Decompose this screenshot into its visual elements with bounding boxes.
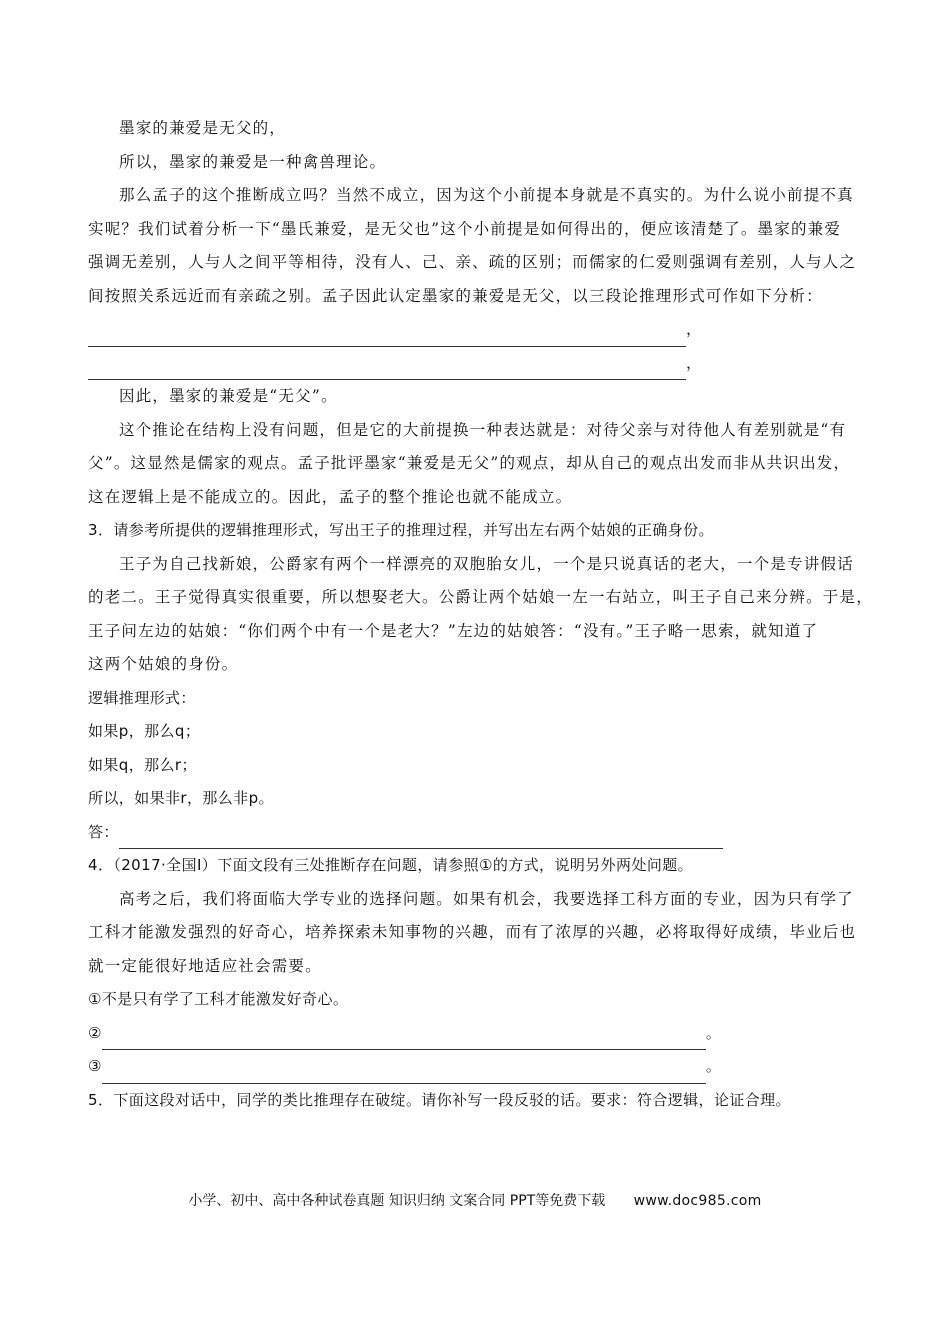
paragraph-line: 的老二。王子觉得真实很重要，所以想娶老大。公爵让两个姑娘一左一右站立，叫王子自己来分辨。于是， [88, 588, 873, 606]
blank-end-punct: ， [686, 353, 703, 372]
paragraph-line: 就一定能很好地适应社会需要。 [88, 956, 322, 975]
footer-text: 小学、初中、高中各种试卷真题 知识归纳 文案合同 PPT等免费下载 [188, 1193, 606, 1209]
question-4-example: ①不是只有学了工科才能激发好奇心。 [88, 990, 349, 1008]
blank-end-punct: 。 [705, 1023, 722, 1042]
answer-blank-row [88, 313, 878, 347]
syllogism-conclusion: 所以，墨家的兼爱是一种禽兽理论。 [119, 152, 387, 171]
logic-form-line: 所以，如果非r，那么非p。 [88, 789, 274, 807]
analysis-conclusion: 因此，墨家的兼爱是“无父”。 [119, 387, 338, 405]
question-3-story [88, 548, 878, 682]
critique-paragraph [88, 414, 878, 515]
question-5-prompt: 5．下面这段对话中，同学的类比推理存在破绽。请你补写一段反驳的话。要求：符合逻辑，论证合理。 [88, 1090, 791, 1109]
question-4-prompt: 4．（2017·全国Ⅰ）下面文段有三处推断存在问题，请参照①的方式，说明另外两处问题。 [88, 856, 694, 874]
logic-form-line: 如果q，那么r； [88, 755, 197, 774]
minor-premise: 墨家的兼爱是无父的， [119, 119, 287, 137]
paragraph-line: 间按照关系远近而有亲疏之别。孟子因此认定墨家的兼爱是无父，以三段论推理形式可作如下分析： [88, 286, 823, 305]
paragraph-line: 这在逻辑上是不能成立的。因此，孟子的整个推论也就不能成立。 [88, 487, 573, 506]
paragraph-line: 高考之后，我们将面临大学专业的选择问题。如果有机会，我要选择工科方面的专业，因为只有学了 [119, 889, 854, 908]
logic-form-label: 逻辑推理形式： [88, 688, 196, 707]
paragraph-line: 王子为自己找新娘，公爵家有两个一样漂亮的双胞胎女儿，一个是只说真话的老大，一个是专讲假话 [119, 554, 854, 573]
paragraph-line: 王子问左边的姑娘：“你们两个中有一个是老大？”左边的姑娘答：“没有。”王子略一思索，就知道了 [88, 621, 819, 640]
question-3-answer-row [88, 816, 878, 850]
blank-end-punct: 。 [705, 1057, 722, 1075]
question-3-prompt: 3．请参考所提供的逻辑推理形式，写出王子的推理过程，并写出左右两个姑娘的正确身份。 [88, 521, 714, 539]
paragraph-line: 实呢？我们试着分析一下“墨氏兼爱，是无父也”这个小前提是如何得出的，便应该清楚了。墨家的兼爱 [88, 219, 842, 238]
answer-blank[interactable] [88, 359, 686, 380]
analysis-paragraph [88, 179, 878, 313]
paragraph-line: 这两个姑娘的身份。 [88, 655, 239, 673]
answer-blank[interactable] [102, 1063, 706, 1084]
page-footer [0, 1190, 950, 1210]
question-4-item-3 [88, 1050, 878, 1084]
paragraph-line: 这个推论在结构上没有问题，但是它的大前提换一种表达就是：对待父亲与对待他人有差别就是“有 [119, 420, 847, 439]
answer-blank[interactable] [119, 828, 723, 849]
item-label: ② [88, 1023, 102, 1042]
paragraph-line: 父”。这显然是儒家的观点。孟子批评墨家“兼爱是无父”的观点，却从自己的观点出发而非从共识出发， [88, 454, 851, 472]
footer-url[interactable]: www.doc985.com [633, 1193, 762, 1209]
paragraph-line: 那么孟子的这个推断成立吗？当然不成立，因为这个小前提本身就是不真实的。为什么说小前提不真 [119, 186, 854, 204]
question-4-item-2 [88, 1017, 878, 1051]
answer-label: 答： [88, 822, 119, 841]
answer-blank[interactable] [102, 1029, 706, 1050]
answer-blank[interactable] [88, 326, 686, 347]
logic-form-line: 如果p，那么q； [88, 722, 201, 740]
blank-end-punct: ， [686, 320, 703, 338]
paragraph-line: 工科才能激发强烈的好奇心，培养探索未知事物的兴趣，而有了浓厚的兴趣，必将取得好成绩，毕业后也 [88, 923, 857, 941]
document-body [88, 112, 878, 1117]
paragraph-line: 强调无差别，人与人之间平等相待，没有人、己、亲、疏的区别；而儒家的仁爱则强调有差别，人与人之 [88, 253, 857, 271]
answer-blank-row [88, 347, 878, 381]
question-4-passage [88, 883, 878, 984]
item-label: ③ [88, 1057, 102, 1075]
